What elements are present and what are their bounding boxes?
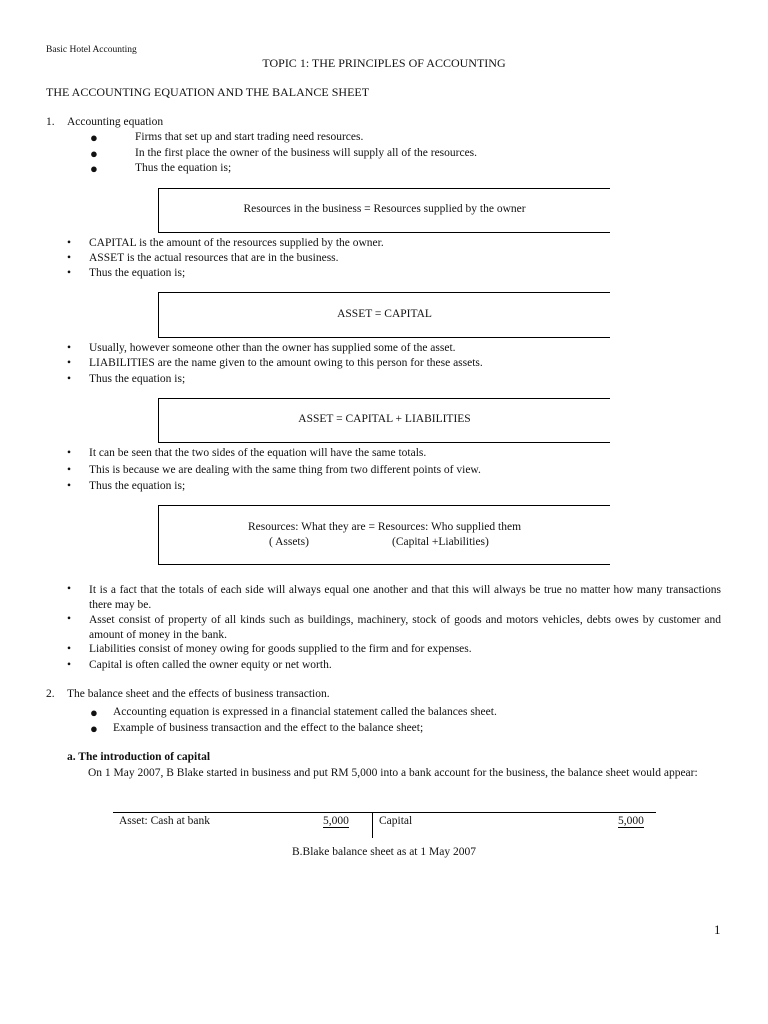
equation-text: Resources: What they are = Resources: Who supplied them <box>247 521 522 533</box>
section-title: THE ACCOUNTING EQUATION AND THE BALANCE SHEET <box>46 85 370 99</box>
bullet-icon: • <box>67 583 72 595</box>
equation-text: ASSET = CAPITAL <box>337 308 432 320</box>
section-1-title: Accounting equation <box>67 116 164 128</box>
bullet-icon: • <box>67 480 72 492</box>
bullet-icon: • <box>67 447 72 459</box>
bullet-icon: • <box>67 252 72 264</box>
equation-text: ASSET = CAPITAL + LIABILITIES <box>298 413 471 425</box>
table-center-rule <box>372 812 373 838</box>
bullet-icon: • <box>67 237 72 249</box>
bullet-icon: • <box>67 464 72 476</box>
page-number: 1 <box>714 922 721 937</box>
bullet-icon: ● <box>90 705 98 720</box>
balance-sheet-table <box>113 812 656 838</box>
bullet-icon: ● <box>90 146 98 161</box>
bullet-icon: • <box>67 342 72 354</box>
bullet-icon: • <box>67 613 72 625</box>
equation-label-assets: ( Assets) <box>269 536 309 548</box>
equation-box <box>158 292 610 338</box>
bullet-icon: ● <box>90 130 98 145</box>
capital-value: 5,000 <box>618 815 644 827</box>
balance-sheet-caption: B.Blake balance sheet as at 1 May 2007 <box>292 846 476 858</box>
asset-label: Asset: Cash at bank <box>119 815 211 827</box>
example-paragraph: On 1 May 2007, B Blake started in business and put RM 5,000 into a bank account for the business, the balance sheet would appear: <box>88 767 698 779</box>
document-title: Basic Hotel Accounting <box>46 45 137 55</box>
table-top-rule <box>113 812 656 813</box>
section-1-number: 1. <box>46 116 55 128</box>
subheading-introduction-of-capital: a. The introduction of capital <box>67 751 211 763</box>
section-2-number: 2. <box>46 688 55 700</box>
bullet-icon: • <box>67 357 72 369</box>
equation-box <box>158 188 610 233</box>
section-2-title: The balance sheet and the effects of business transaction. <box>67 688 330 700</box>
equation-box <box>158 505 610 565</box>
asset-value: 5,000 <box>323 815 349 827</box>
equation-text: Resources in the business = Resources supplied by the owner <box>243 203 526 215</box>
capital-label: Capital <box>379 815 413 827</box>
bullet-icon: • <box>67 659 72 671</box>
bullet-icon: ● <box>90 161 98 176</box>
bullet-icon: • <box>67 643 72 655</box>
equation-box <box>158 398 610 443</box>
topic-heading: TOPIC 1: THE PRINCIPLES OF ACCOUNTING <box>262 56 506 70</box>
equation-label-capital-liabilities: (Capital +Liabilities) <box>392 536 489 548</box>
bullet-icon: ● <box>90 721 98 736</box>
bullet-icon: • <box>67 267 72 279</box>
bullet-icon: • <box>67 373 72 385</box>
